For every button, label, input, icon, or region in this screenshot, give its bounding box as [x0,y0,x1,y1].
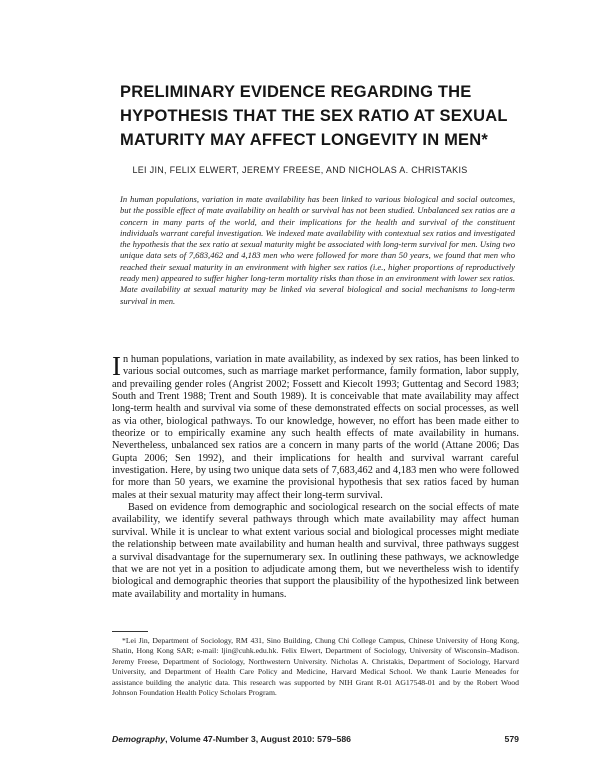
footnote-divider [112,631,148,632]
title-line-3: MATURITY MAY AFFECT LONGEVITY IN MEN* [120,131,488,149]
page-number: 579 [504,734,519,744]
author-footnote: *Lei Jin, Department of Sociology, RM 431, Sino Building, Chung Chi College Campus, Chinese University of Hong Kong, Shatin, Hong Kong SAR; e-mail: ljin@cuhk.edu.hk. Felix Elwert, Department of Sociology, University of Wisconsin–Madison. Jeremy Freese, Department of Sociology, Northwestern University. Nicholas A. Christakis, Department of Sociology, Harvard University, and Department of Health Care Policy and Medicine, Harvard Medical School. We thank Laurie Meneades for assistance building the analytic data. This research was supported by NIH Grant R-01 AG17548-01 and by the Robert Wood Johnson Foundation Health Policy Scholars Program. [112,636,519,698]
drop-cap: I [112,351,121,381]
body-paragraph-1 [112,351,519,502]
author-list: LEI JIN, FELIX ELWERT, JEREMY FREESE, AND NICHOLAS A. CHRISTAKIS [132,165,468,175]
abstract: In human populations, variation in mate availability has been linked to various biological and social outcomes, but the possible effect of mate availability on health or survival has not been studied. Unbalanced sex ratios are a concern in many parts of the world, and their implications for the health and survival of the constituent individuals warrant careful investigation. We indexed mate availability with contextual sex ratios and investigated the hypothesis that the sex ratio at sexual maturity might be associated with long-term survival for men. Using two unique data sets of 7,683,462 and 4,183 men who were followed for more than 50 years, we found that men who reached their sexual maturity in an environment with higher sex ratios (i.e., higher proportions of reproductively ready men) appeared to suffer higher long-term mortality risks than those in an environment with lower sex ratios. Mate availability at sexual maturity may be linked via several biological and social mechanisms to long-term survival in men. [120,194,515,306]
article-body [112,351,519,601]
title-line-2: HYPOTHESIS THAT THE SEX RATIO AT SEXUAL [120,107,508,125]
page-footer [112,734,519,744]
body-paragraph-2: Based on evidence from demographic and sociological research on the social effects of mate availability, we identify several pathways through which mate availability may affect human survival. While it is unclear to what extent various social and biological processes might mediate the relationship between mate availability and human health and survival, three pathways suggest a survival disadvantage for the supernumerary sex. In outlining these pathways, we acknowledge that we are not yet in a position to adjudicate among them, but we nevertheless wish to identify biological and demographic theories that support the plausibility of the hypothesized link between mate availability and mortality in humans. [112,502,519,600]
journal-citation: , Volume 47-Number 3, August 2010: 579–586 [165,734,351,744]
journal-name: Demography [112,734,166,744]
title-line-1: PRELIMINARY EVIDENCE REGARDING THE [120,83,472,101]
article-title [120,80,520,152]
body-paragraph-1-text: n human populations, variation in mate availability, as indexed by sex ratios, has been linked to various social outcomes, such as marriage market performance, family formation, labor supply, and prevailing gender roles (Angrist 2002; Fossett and Kiecolt 1993; Guttentag and Secord 1983; South and Trent 1988; Trent and South 1989). It is conceivable that mate availability may affect long-term health and survival via some of these demonstrated effects on social processes, as well as via other, biological pathways. To our knowledge, however, no effort has been made either to theorize or to empirically examine any such health effects of mate availability in humans. Nevertheless, unbalanced sex ratios are a concern in many parts of the world (Attane 2006; Das Gupta 2006; Sen 1992), and their implications for health and survival warrant careful investigation. Here, by using two unique data sets of 7,683,462 and 4,183 men who were followed for more than 50 years, we examine the provisional hypothesis that sex ratios faced by human males at their sexual maturity may affect their long-term survival. [112,354,519,501]
